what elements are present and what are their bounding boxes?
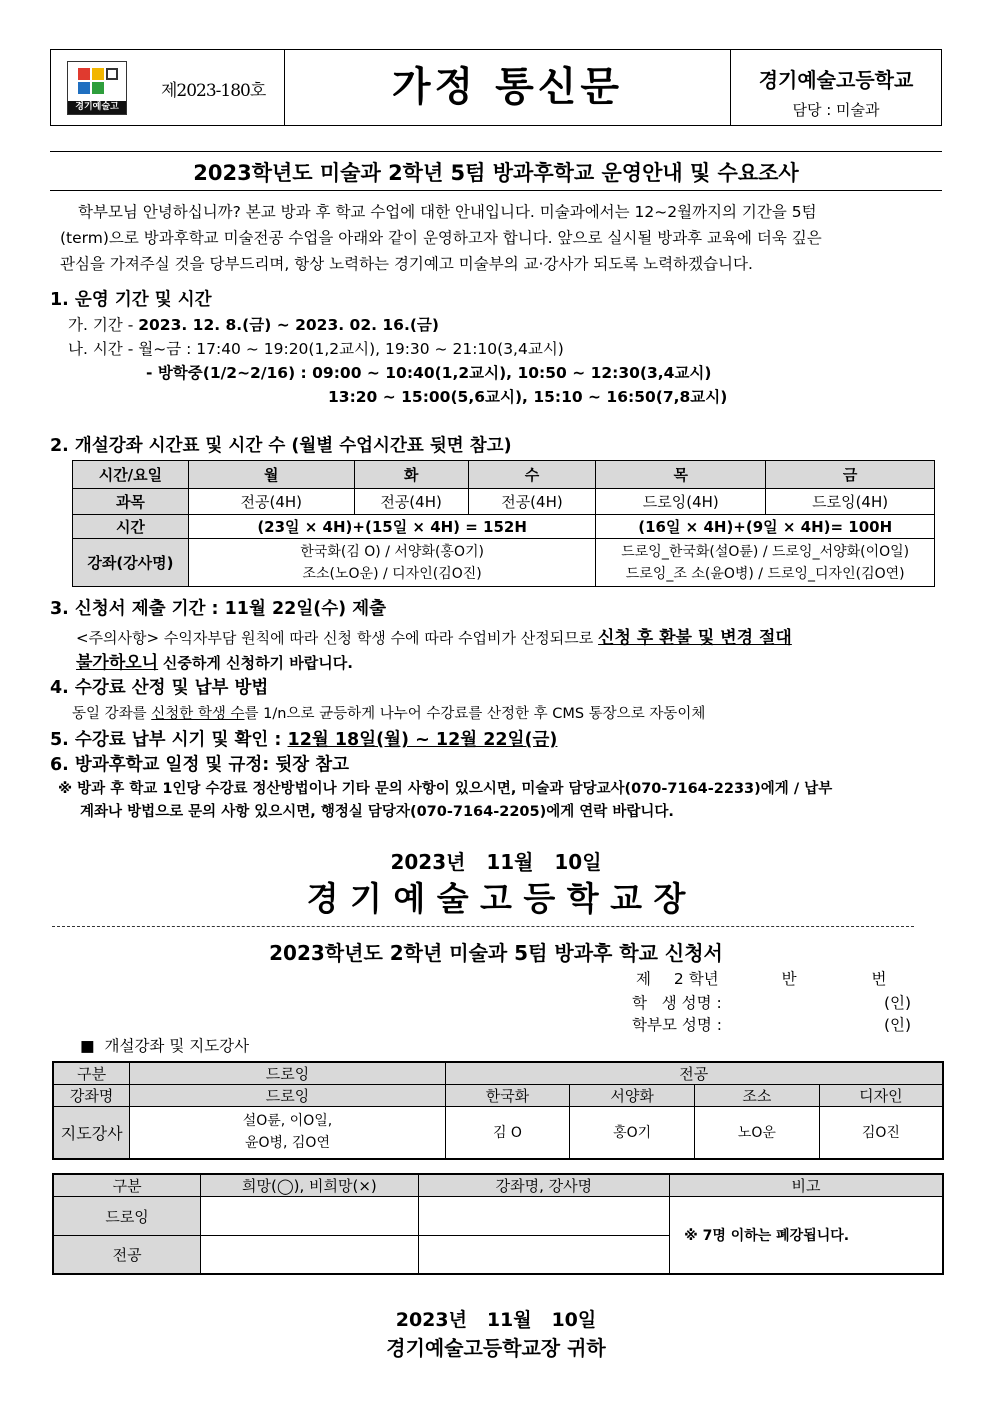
caution-emphasis-1: 신청 후 환불 및 변경 절대: [598, 628, 792, 648]
subject-cell: 드로잉(4H): [766, 489, 935, 515]
remark-cell: ※ 7명 이하는 폐강됩니다.: [670, 1197, 943, 1274]
instructors-drawing: [596, 539, 935, 587]
instructor-row: [73, 539, 935, 587]
instructor-line: 드로잉_조 소(윤O병) / 드로잉_디자인(김O연): [625, 565, 905, 582]
intro-line-1: 학부모님 안녕하십니까? 본교 방과 후 학교 수업에 대한 안내입니다. 미술과에서는 12~2월까지의 기간을 5텀: [78, 203, 817, 221]
notice-date: 2023년 11월 10일: [390, 850, 602, 874]
category-major: 전공: [445, 1062, 943, 1085]
parent-seal: (인): [884, 1016, 912, 1034]
header-cell: 금: [766, 461, 935, 489]
section-2-heading: 2. 개설강좌 시간표 및 시간 수 (월별 수업시간표 뒷면 참고): [50, 436, 512, 456]
caution-prefix: <주의사항> 수익자부담 원칙에 따라 신청 학생 수에 따라 수업비가 산정되므로: [76, 629, 594, 647]
timetable-header-row: [73, 461, 935, 489]
drawing-preference-field[interactable]: [201, 1197, 419, 1236]
period-value: 2023. 12. 8.(금) ~ 2023. 02. 16.(금): [138, 316, 439, 334]
header-cell: 시간/요일: [73, 461, 189, 489]
time-line: [68, 337, 564, 359]
time-label: 나. 시간 -: [68, 340, 134, 358]
course-instructor-table: [52, 1061, 944, 1160]
course-name-label: 강좌명: [53, 1085, 130, 1107]
tuition-text-a: 동일 강좌를: [72, 706, 147, 722]
caution-emphasis-2: 불가하오니: [76, 653, 159, 673]
drawing-instructor-line: 설O륜, 이O일,: [242, 1113, 333, 1130]
row-label: 강좌(강사명): [73, 539, 189, 587]
intro-paragraph: [60, 199, 920, 277]
drawing-instructors: [130, 1107, 445, 1159]
tuition-text-b: 를 1/n으로 균등하게 나누어 수강료를 산정한 후 CMS 통장으로 자동이체: [244, 706, 706, 722]
subject-cell: 전공(4H): [354, 489, 468, 515]
vacation-line-1: - 방학중(1/2~2/16) : 09:00 ~ 10:40(1,2교시), 10:50 ~ 12:30(3,4교시): [146, 364, 712, 382]
notice-title: 2023학년도 미술과 2학년 5텀 방과후학교 운영안내 및 수요조사: [193, 161, 799, 185]
hours-major: (23일 × 4H)+(15일 × 4H) = 152H: [188, 515, 596, 539]
instructors-major: [188, 539, 596, 587]
course-name: 조소: [695, 1085, 820, 1107]
major-instructor: 김 O: [445, 1107, 570, 1159]
subject-cell: 전공(4H): [188, 489, 354, 515]
instructor-line: 드로잉_한국화(설O륜) / 드로잉_서양화(이O일): [621, 543, 910, 560]
timetable: [72, 460, 935, 587]
header-cell: 수: [468, 461, 596, 489]
course-row-instructors: [53, 1107, 943, 1159]
application-row-drawing: [53, 1197, 943, 1236]
category-drawing: 드로잉: [130, 1062, 445, 1085]
hours-drawing: (16일 × 4H)+(9일 × 4H)= 100H: [596, 515, 935, 539]
application-header: 비고: [670, 1174, 943, 1197]
form-date: 2023년 11월 10일: [395, 1309, 597, 1331]
tuition-text-underlined: 신청한 학생 수: [151, 706, 245, 722]
course-row-category: [53, 1062, 943, 1085]
cut-line: [52, 926, 914, 927]
section-5-label: 5. 수강료 납부 시기 및 확인 :: [50, 730, 282, 750]
row-label: 과목: [73, 489, 189, 515]
intro-line-3: 관심을 가져주실 것을 당부드리며, 항상 노력하는 경기예고 미술부의 교·강사가 되도록 노력하겠습니다.: [60, 255, 753, 273]
tuition-method: [72, 702, 705, 723]
vacation-line-2: 13:20 ~ 15:00(5,6교시), 15:10 ~ 16:50(7,8교시): [328, 388, 728, 406]
principal-title: 경 기 예 술 고 등 학 교 장: [306, 879, 686, 918]
course-name: 서양화: [570, 1085, 695, 1107]
issue-number: 제2023-180호: [161, 81, 266, 101]
title-rule-top: [50, 151, 942, 152]
form-title: 2023학년도 2학년 미술과 5텀 방과후 학교 신청서: [269, 941, 723, 965]
header-cell: 목: [596, 461, 766, 489]
drawing-instructor-line: 윤O병, 김O연: [244, 1135, 330, 1152]
course-name: 디자인: [819, 1085, 943, 1107]
grade-number: 2 학년: [673, 970, 719, 988]
period-line: [68, 313, 439, 335]
header-title-cell: [285, 50, 731, 125]
grade-prefix: 제: [636, 970, 651, 988]
logo-text: 경기예술고: [68, 101, 126, 114]
section-1-heading: 1. 운영 기간 및 시간: [50, 290, 212, 310]
header-cell: 월: [188, 461, 354, 489]
subject-cell: 전공(4H): [468, 489, 596, 515]
title-rule-bottom: [50, 190, 942, 191]
application-table: [52, 1173, 944, 1275]
application-header: 희망(◯), 비희망(×): [201, 1174, 419, 1197]
student-name-label: 학 생 성명 :: [632, 994, 722, 1012]
instructor-label: 지도강사: [53, 1107, 130, 1159]
school-name: 경기예술고등학교: [758, 68, 914, 92]
intro-line-2: (term)으로 방과후학교 미술전공 수업을 아래와 같이 운영하고자 합니다. 앞으로 실시될 방과후 교육에 더욱 깊은: [60, 229, 822, 247]
header-left-cell: [51, 50, 285, 125]
drawing-course-field[interactable]: [418, 1197, 669, 1236]
application-row-label: 드로잉: [53, 1197, 201, 1236]
time-value: 월~금 : 17:40 ~ 19:20(1,2교시), 19:30 ~ 21:10(3,4교시): [138, 340, 564, 358]
major-instructor: 노O운: [695, 1107, 820, 1159]
header-box: [50, 49, 942, 126]
major-instructor: 홍O기: [570, 1107, 695, 1159]
parent-name-label: 학부모 성명 :: [632, 1016, 722, 1034]
courses-heading: ■ 개설강좌 및 지도강사: [80, 1037, 250, 1055]
section-3-heading: 3. 신청서 제출 기간 : 11월 22일(수) 제출: [50, 599, 387, 619]
instructor-line: 조소(노O운) / 디자인(김O진): [302, 565, 482, 582]
application-row-label: 전공: [53, 1236, 201, 1274]
course-name: 한국화: [445, 1085, 570, 1107]
application-header: 구분: [53, 1174, 201, 1197]
class-label: 반: [781, 970, 797, 988]
department-charge: 담당 : 미술과: [792, 101, 880, 119]
major-preference-field[interactable]: [201, 1236, 419, 1274]
major-instructor: 김O진: [819, 1107, 943, 1159]
grade-class-line: [636, 967, 887, 989]
course-row-names: [53, 1085, 943, 1107]
application-header: 강좌명, 강사명: [418, 1174, 669, 1197]
row-label: 시간: [73, 515, 189, 539]
payment-period: 12월 18일(월) ~ 12월 22일(금): [287, 730, 558, 750]
section-5-heading: [50, 726, 557, 751]
subject-cell: 드로잉(4H): [596, 489, 766, 515]
number-label: 번: [871, 970, 887, 988]
header-right-cell: [731, 50, 941, 125]
header-cell: 화: [354, 461, 468, 489]
course-name: 드로잉: [130, 1085, 445, 1107]
contact-note-line-2: 계좌나 방법으로 문의 사항 있으시면, 행정실 담당자(070-7164-2205)에게 연락 바랍니다.: [80, 804, 674, 820]
caution-line-1: [76, 623, 792, 648]
section-4-heading: 4. 수강료 산정 및 납부 방법: [50, 678, 269, 698]
form-addressee: 경기예술고등학교장 귀하: [386, 1336, 606, 1360]
period-label: 가. 기간 -: [68, 316, 134, 334]
hours-row: [73, 515, 935, 539]
instructor-line: 한국화(김 O) / 서양화(홍O기): [300, 543, 484, 560]
application-header-row: [53, 1174, 943, 1197]
school-logo: [67, 61, 127, 115]
section-6-heading: 6. 방과후학교 일정 및 규정: 뒷장 참고: [50, 755, 350, 775]
caution-suffix: 신중하게 신청하기 바랍니다.: [162, 654, 353, 672]
category-label: 구분: [53, 1062, 130, 1085]
student-seal: (인): [884, 994, 912, 1012]
major-course-field[interactable]: [418, 1236, 669, 1274]
subject-row: [73, 489, 935, 515]
contact-note-line-1: ※ 방과 후 학교 1인당 수강료 정산방법이나 기타 문의 사항이 있으시면, 미술과 담당교사(070-7164-2233)에게 / 납부: [58, 781, 833, 797]
caution-line-2: [76, 648, 353, 673]
document-title: 가정 통신문: [391, 64, 624, 110]
